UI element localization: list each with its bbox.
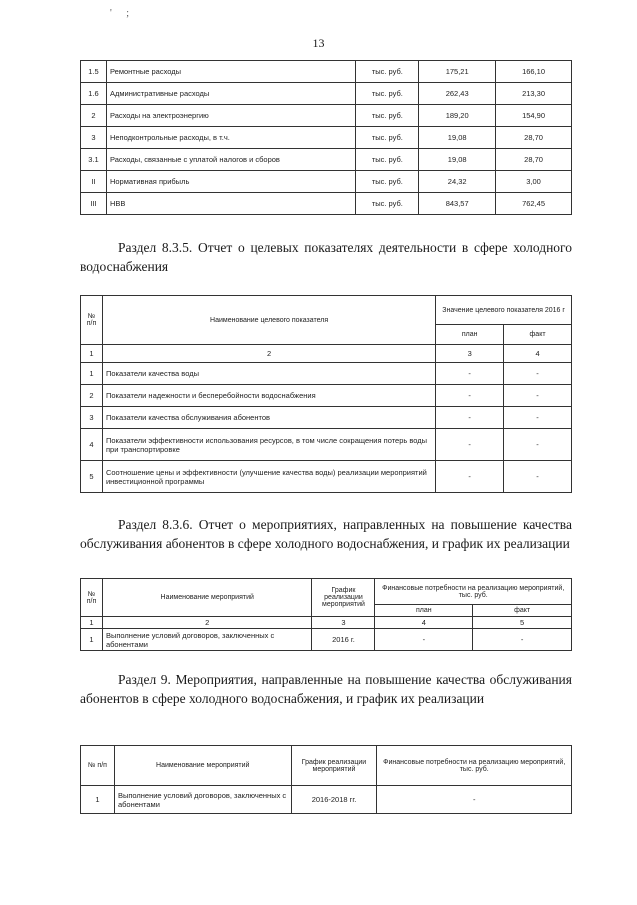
row-number: 5 xyxy=(81,461,103,493)
row-number: 1 xyxy=(81,629,103,651)
row-fact: - xyxy=(504,407,572,429)
row-plan: - xyxy=(436,385,504,407)
index-cell: 4 xyxy=(504,345,572,363)
row-value-1: 189,20 xyxy=(419,105,496,127)
header-schedule: График реализации мероприятий xyxy=(291,746,377,786)
table-row xyxy=(81,461,572,493)
row-fact: - xyxy=(504,429,572,461)
row-plan: - xyxy=(436,363,504,385)
table-row xyxy=(81,629,572,651)
row-number: 2 xyxy=(81,385,103,407)
header-num: № п/п xyxy=(81,746,115,786)
header-indicator-name: Наименование целевого показателя xyxy=(102,296,435,345)
header-num: № п/п xyxy=(81,296,103,345)
table-row xyxy=(81,83,572,105)
row-number: 2 xyxy=(81,105,107,127)
row-name: Неподконтрольные расходы, в т.ч. xyxy=(106,127,355,149)
header-activity-name: Наименование мероприятий xyxy=(114,746,291,786)
row-name: Показатели надежности и бесперебойности водоснабжения xyxy=(102,385,435,407)
scan-marks: ' ; xyxy=(110,8,136,19)
table-row xyxy=(81,193,572,215)
index-cell: 2 xyxy=(102,617,312,629)
table-row xyxy=(81,171,572,193)
row-number: 1.5 xyxy=(81,61,107,83)
table-header-row xyxy=(81,579,572,605)
expenses-table xyxy=(80,60,572,215)
header-finance: Финансовые потребности на реализацию мероприятий, тыс. руб. xyxy=(377,746,572,786)
row-unit: тыс. руб. xyxy=(356,83,419,105)
row-name: Выполнение условий договоров, заключенных с абонентами xyxy=(114,786,291,814)
row-value-1: 24,32 xyxy=(419,171,496,193)
table-index-row xyxy=(81,617,572,629)
header-fact: факт xyxy=(504,325,572,345)
row-plan: - xyxy=(436,429,504,461)
row-unit: тыс. руб. xyxy=(356,171,419,193)
row-unit: тыс. руб. xyxy=(356,193,419,215)
table-row xyxy=(81,407,572,429)
row-value-2: 154,90 xyxy=(496,105,572,127)
activities-report-table xyxy=(80,578,572,651)
row-unit: тыс. руб. xyxy=(356,61,419,83)
table-row xyxy=(81,385,572,407)
row-value-1: 843,57 xyxy=(419,193,496,215)
header-num: № п/п xyxy=(81,579,103,617)
row-value-2: 213,30 xyxy=(496,83,572,105)
row-name: Ремонтные расходы xyxy=(106,61,355,83)
index-cell: 1 xyxy=(81,345,103,363)
row-value-1: 19,08 xyxy=(419,127,496,149)
row-unit: тыс. руб. xyxy=(356,127,419,149)
row-fact: - xyxy=(473,629,572,651)
row-number: 3.1 xyxy=(81,149,107,171)
index-cell: 4 xyxy=(375,617,473,629)
index-cell: 2 xyxy=(102,345,435,363)
row-plan: - xyxy=(436,461,504,493)
row-value-1: 262,43 xyxy=(419,83,496,105)
row-value-2: 28,70 xyxy=(496,127,572,149)
table-index-row xyxy=(81,345,572,363)
row-unit: тыс. руб. xyxy=(356,105,419,127)
table-row xyxy=(81,149,572,171)
row-name: Расходы на электроэнергию xyxy=(106,105,355,127)
header-fact: факт xyxy=(473,605,572,617)
row-finance: - xyxy=(377,786,572,814)
row-fact: - xyxy=(504,385,572,407)
table-row xyxy=(81,786,572,814)
row-fact: - xyxy=(504,461,572,493)
row-value-2: 762,45 xyxy=(496,193,572,215)
row-value-2: 3,00 xyxy=(496,171,572,193)
row-number: 3 xyxy=(81,127,107,149)
section-8-3-6-title: Раздел 8.3.6. Отчет о мероприятиях, направленных на повышение качества обслуживания абонентов в сфере холодного водоснабжения, и график их реализации xyxy=(80,517,572,551)
row-number: III xyxy=(81,193,107,215)
row-number: 4 xyxy=(81,429,103,461)
row-number: 1.6 xyxy=(81,83,107,105)
section-9-title: Раздел 9. Мероприятия, направленные на повышение качества обслуживания абонентов в сфере холодного водоснабжения, и график их реализации xyxy=(80,672,572,706)
table-row xyxy=(81,105,572,127)
row-number: II xyxy=(81,171,107,193)
row-name: Выполнение условий договоров, заключенных с абонентами xyxy=(102,629,312,651)
row-number: 1 xyxy=(81,786,115,814)
page-number: 13 xyxy=(312,36,325,50)
row-schedule: 2016-2018 гг. xyxy=(291,786,377,814)
row-name: Показатели качества обслуживания абонентов xyxy=(102,407,435,429)
header-indicator-value: Значение целевого показателя 2016 г xyxy=(436,296,572,325)
index-cell: 3 xyxy=(312,617,375,629)
row-name: Соотношение цены и эффективности (улучшение качества воды) реализации мероприятий инвестиционной программы xyxy=(102,461,435,493)
target-indicators-table xyxy=(80,295,572,493)
row-unit: тыс. руб. xyxy=(356,149,419,171)
row-number: 3 xyxy=(81,407,103,429)
row-name: Показатели эффективности использования ресурсов, в том числе сокращения потерь воды при транспортировке xyxy=(102,429,435,461)
row-plan: - xyxy=(436,407,504,429)
header-schedule: График реализации мероприятий xyxy=(312,579,375,617)
table-header-row xyxy=(81,746,572,786)
row-value-1: 19,08 xyxy=(419,149,496,171)
row-value-2: 28,70 xyxy=(496,149,572,171)
header-activity-name: Наименование мероприятий xyxy=(102,579,312,617)
row-fact: - xyxy=(504,363,572,385)
table-row xyxy=(81,61,572,83)
index-cell: 3 xyxy=(436,345,504,363)
planned-activities-table xyxy=(80,745,572,814)
row-name: Административные расходы xyxy=(106,83,355,105)
header-finance: Финансовые потребности на реализацию мероприятий, тыс. руб. xyxy=(375,579,572,605)
row-name: Нормативная прибыль xyxy=(106,171,355,193)
row-plan: - xyxy=(375,629,473,651)
row-value-1: 175,21 xyxy=(419,61,496,83)
row-name: Расходы, связанные с уплатой налогов и сборов xyxy=(106,149,355,171)
row-name: НВВ xyxy=(106,193,355,215)
table-row xyxy=(81,127,572,149)
row-schedule: 2016 г. xyxy=(312,629,375,651)
index-cell: 5 xyxy=(473,617,572,629)
row-number: 1 xyxy=(81,363,103,385)
table-header-row xyxy=(81,296,572,325)
row-name: Показатели качества воды xyxy=(102,363,435,385)
table-row xyxy=(81,429,572,461)
header-plan: план xyxy=(375,605,473,617)
index-cell: 1 xyxy=(81,617,103,629)
table-row xyxy=(81,363,572,385)
header-plan: план xyxy=(436,325,504,345)
section-8-3-5-title: Раздел 8.3.5. Отчет о целевых показателях деятельности в сфере холодного водоснабжения xyxy=(80,240,572,274)
row-value-2: 166,10 xyxy=(496,61,572,83)
